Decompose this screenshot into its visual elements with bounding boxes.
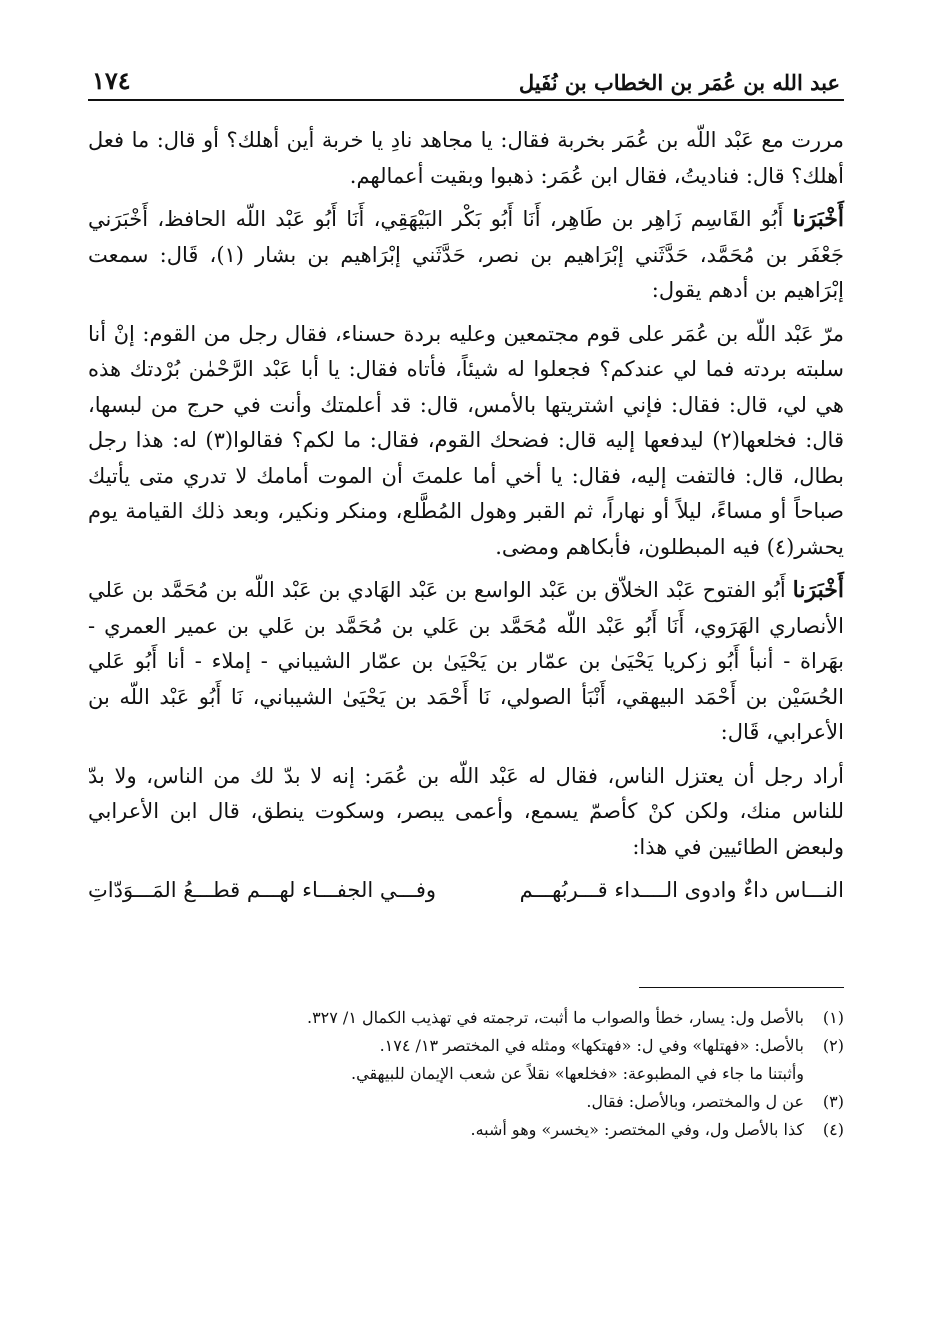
paragraph-text: أَبُو الفتوح عَبْد الخلاّق بن عَبْد الواسع بن عَبْد الهَادي بن عَبْد اللّه بن مُحَمَّد بن عَلي الأنصاري الهَرَوي، أَنَا أَبُو عَبْد اللّه مُحَمَّد بن عَلي بن مُحَمَّد بن عَلي بن عمير العمري - بهَراة - أنبأ أَبُو زكريا يَحْيَىٰ بن عمّار بن يَحْيَىٰ بن عمّار الشيباني - إملاء - أنا أَبُو عَلي الحُسَيْن بن أَحْمَد البيهقي، أَنْبَأ الصولي، نَا أَحْمَد بن يَحْيَىٰ الشيباني، نَا أَبُو عَبْد اللّه بن الأعرابي، قَال:: [88, 578, 844, 744]
main-text: [88, 123, 844, 909]
paragraph: [88, 202, 844, 309]
paragraph-text: أراد رجل أن يعتزل الناس، فقال له عَبْد اللّه بن عُمَر: إنه لا بدّ لك من الناس، ولا بدّ للناس منك، ولكن كنْ كأصمّ يسمع، وأعمى يبصر، وسكوت ينطق، قال ابن الأعرابي ولبعض الطائيين في هذا:: [88, 763, 844, 859]
footnote-text: بالأصل ول: يسار، خطأ والصواب ما أثبت، ترجمته في تهذيب الكمال ١/ ٣٢٧.: [306, 1007, 804, 1027]
footnote-number: (٢): [822, 1035, 844, 1055]
paragraph-text: أَبُو القَاسِم زَاهِر بن طَاهِر، أَنَا أَبُو بَكْر البَيْهَقِي، أَنَا أَبُو عَبْد اللّه الحافظ، أَخْبَرَني جَعْفَر بن مُحَمَّد، حَدَّثَني إبْرَاهيم بن نصر، حَدَّثَني إبْرَاهيم بن بشار (١)، قَال: سمعت إبْرَاهيم بن أدهم يقول:: [88, 207, 844, 302]
footnote: [88, 1116, 844, 1144]
footnote: [88, 1088, 844, 1116]
page-header: [88, 55, 844, 101]
paragraph-keyword: أَخْبَرَنا: [792, 577, 844, 603]
footnote-text: بالأصل: «فهتلها» وفي ل: «فهتكها» ومثله في المختصر ١٣/ ١٧٤.: [379, 1035, 804, 1055]
footnotes: [88, 1004, 844, 1144]
page-number: ١٧٤: [92, 66, 131, 95]
footnote: [88, 1032, 844, 1060]
paragraph: [88, 123, 844, 194]
poem-hemistich-1: النـــاس داءٌ وادوى الــــداء قـــربُهـــم: [519, 878, 844, 902]
footnote-text: عن ل والمختصر، وبالأصل: فقال.: [586, 1091, 804, 1111]
paragraph: [88, 573, 844, 751]
paragraph-text: مرّ عَبْد اللّه بن عُمَر على قوم مجتمعين وعليه بردة حسناء، فقال رجل من القوم: إنْ أنا سلبته بردته فما لي عندكم؟ فجعلوا له شيئاً، فأتاه فقال: يا أبا عَبْد الرَّحْمٰن بُرْدتك هذه هي لي، قال: فقال: فإني اشتريتها بالأمس، قال: قد أعلمتك وأنت في حرج من لبسها، قال: فخلعها(٢) ليدفعها إليه قال: فضحك القوم، فقال: ما لكم؟ فقالوا(٣) له: هذا رجل بطال، قال: فالتفت إليه، فقال: يا أخي أما علمتَ أن الموت أمامك لا تدري متى يأتيك صباحاً أو مساءً، ليلاً أو نهاراً، ثم القبر وهول المُطَّلع، ومنكر ونكير، وبعد ذلك القيامة يوم يحشر(٤) فيه المبطلون، فأبكاهم ومضى.: [88, 321, 844, 559]
footnote-text: كذا بالأصل ول، وفي المختصر: «يخسر» وهو أشبه.: [470, 1119, 804, 1139]
book-page: [88, 55, 844, 1144]
footnote-number: (١): [822, 1007, 844, 1027]
paragraph: [88, 317, 844, 566]
footnote-number: (٣): [822, 1091, 844, 1111]
poem-verse: [88, 873, 844, 909]
footnote: [88, 1004, 844, 1032]
running-title: عبد الله بن عُمَر بن الخطاب بن نُفَيل: [518, 70, 840, 95]
footnote-separator: [639, 987, 844, 988]
footnote-continuation: وأثبتنا ما جاء في المطبوعة: «فخلعها» نقلاً عن شعب الإيمان للبيهقي.: [351, 1063, 804, 1083]
paragraph: [88, 759, 844, 866]
paragraph-text: مررت مع عَبْد اللّه بن عُمَر بخربة فقال: يا مجاهد نادِ يا خربة أين أهلك؟ أو قال: ما فعل أهلك؟ قال: فناديتُ، فقال ابن عُمَر: ذهبوا وبقيت أعمالهم.: [88, 128, 844, 188]
poem-hemistich-2: وفـــي الجفـــاء لهـــم قطـــعُ المَـــوَدّاتِ: [88, 878, 437, 902]
paragraph-keyword: أَخْبَرَنا: [792, 206, 844, 232]
footnote-number: (٤): [822, 1119, 844, 1139]
